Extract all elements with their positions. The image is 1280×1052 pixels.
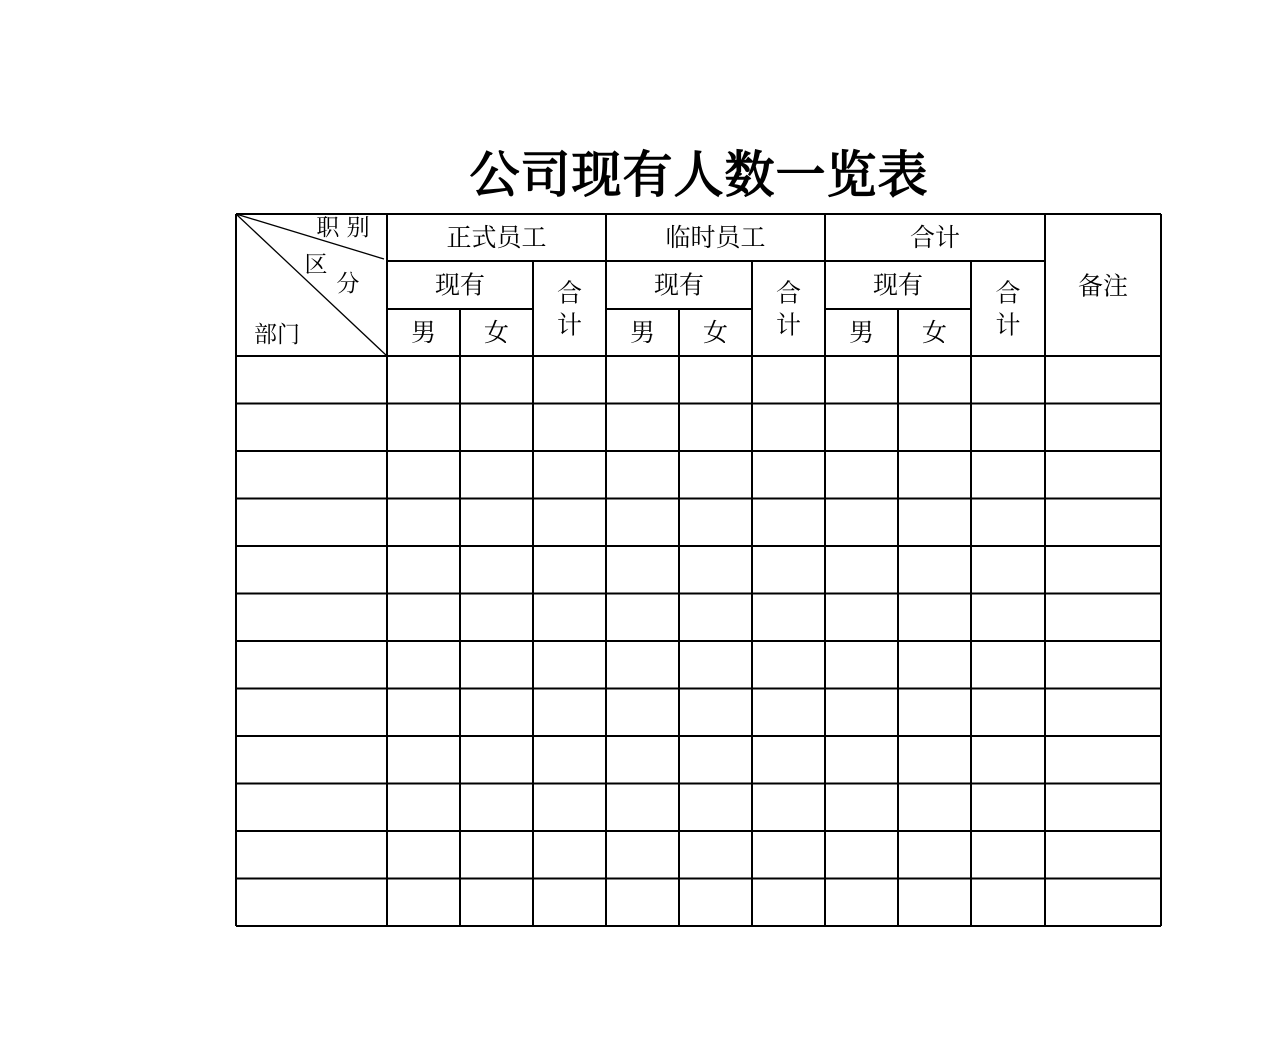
subtotal-header-bottom-0: 计 [556, 310, 583, 340]
current-header-1: 现有 [653, 270, 705, 300]
female-header-1: 女 [702, 318, 729, 347]
current-header-2: 现有 [872, 270, 924, 300]
corner-label-top: 职 别 [316, 215, 370, 241]
table-labels [254, 215, 1128, 348]
male-header-2: 男 [848, 318, 875, 347]
remarks-header: 备注 [1077, 271, 1129, 301]
subtotal-header-bottom-1: 计 [775, 310, 802, 340]
current-header-0: 现有 [434, 270, 486, 300]
male-header-1: 男 [629, 318, 656, 347]
male-header-0: 男 [410, 318, 437, 347]
female-header-2: 女 [921, 318, 948, 347]
subtotal-header-top-1: 合 [775, 278, 802, 308]
female-header-0: 女 [483, 318, 510, 347]
corner-label-middle-partial: 分 [336, 271, 360, 297]
subtotal-header-top-2: 合 [995, 278, 1021, 308]
table-grid [236, 214, 1161, 926]
corner-label-middle: 区 [304, 252, 328, 278]
subtotal-header-bottom-2: 计 [995, 310, 1021, 340]
corner-label-bottom: 部门 [254, 322, 300, 348]
group-header-0: 正式员工 [446, 223, 547, 252]
page-title: 公司现有人数一览表 [469, 145, 929, 204]
subtotal-header-top-0: 合 [556, 278, 583, 308]
group-header-2: 合计 [909, 223, 961, 252]
group-header-1: 临时员工 [665, 223, 766, 252]
